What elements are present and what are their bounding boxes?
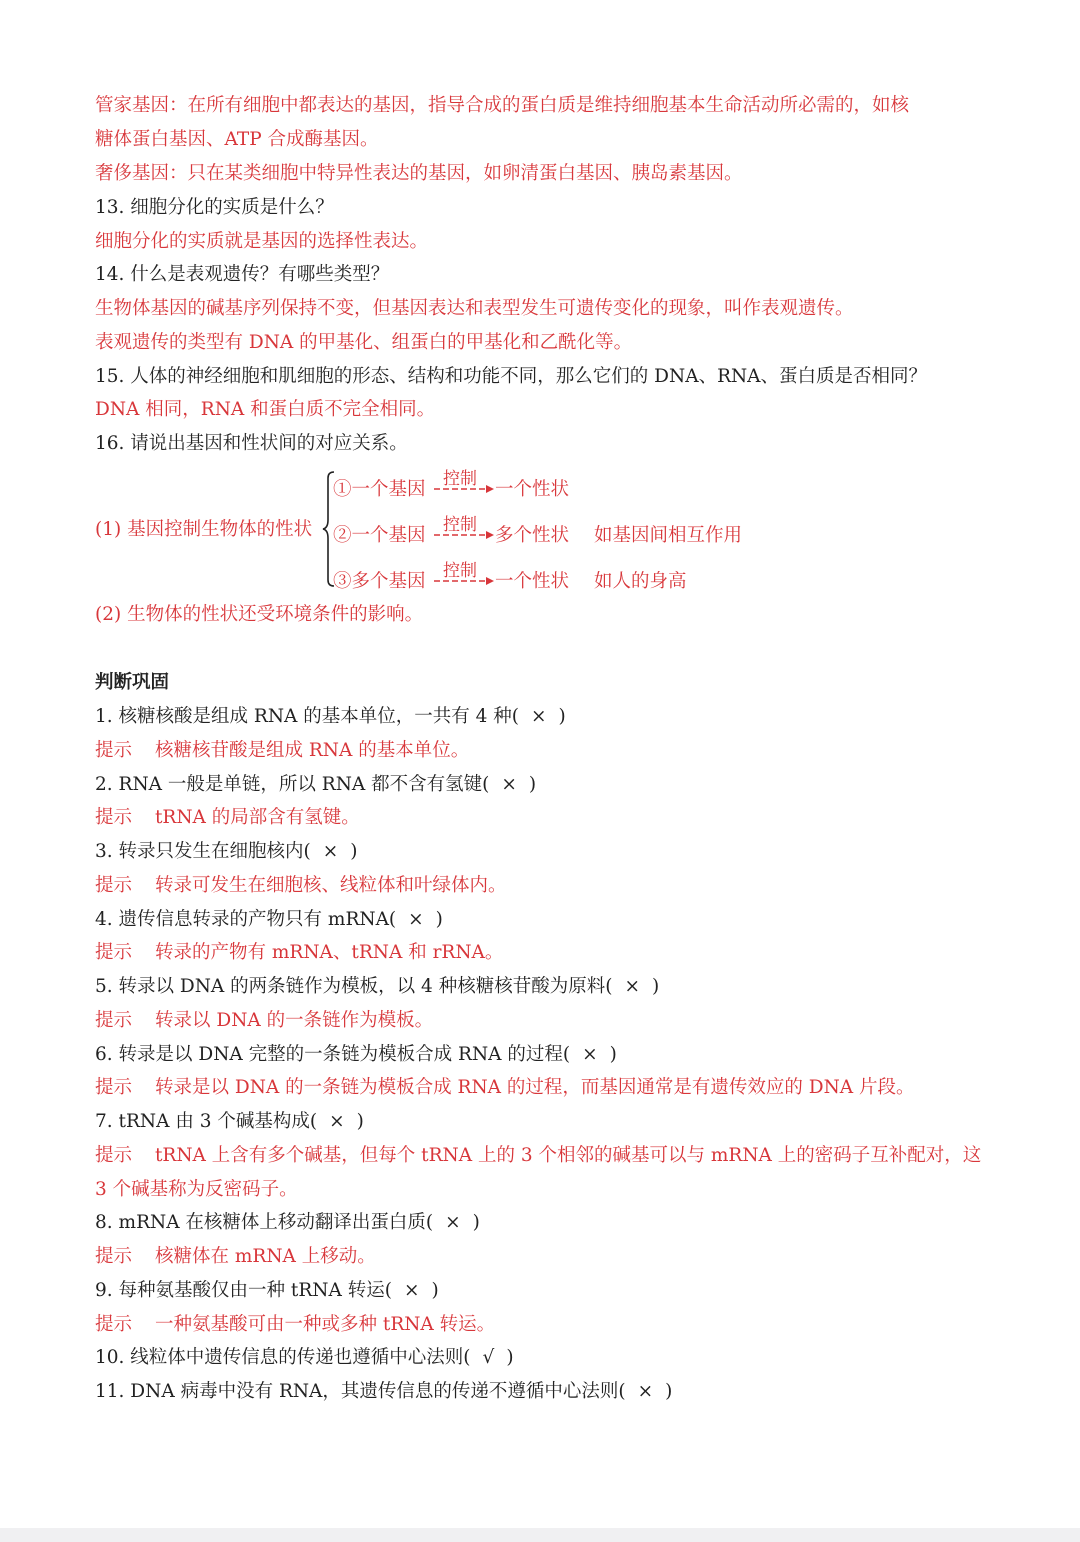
diagram-row2-from: ②一个基因	[333, 525, 426, 546]
tip-label: 提示	[95, 1010, 133, 1031]
diagram-row3-to: 一个性状	[495, 571, 570, 592]
quiz-answer-mark: ×	[624, 976, 640, 997]
quiz-item-1	[95, 704, 566, 730]
quiz-tip-7-continued: 3 个碱基称为反密码子。	[95, 1179, 298, 1200]
answer-housekeeping-gene-1: 管家基因：在所有细胞中都表达的基因，指导合成的蛋白质是维持细胞基本生命活动所必需的，如核	[95, 95, 910, 116]
diagram-footnote: (2) 生物体的性状还受环境条件的影响。	[95, 604, 424, 625]
quiz-answer-mark: ×	[322, 841, 339, 862]
quiz-answer-mark: ×	[329, 1111, 345, 1132]
quiz-tip-8	[95, 1244, 376, 1270]
quiz-close-paren: )	[356, 1111, 364, 1132]
quiz-tip-1	[95, 738, 469, 764]
tip-text: 核糖核苷酸是组成 RNA 的基本单位。	[155, 740, 470, 761]
tip-label: 提示	[95, 1077, 133, 1098]
quiz-title: 判断巩固	[95, 672, 170, 693]
quiz-item-4	[95, 907, 443, 933]
diagram-row1-from: ①一个基因	[333, 479, 426, 500]
arrow-icon	[434, 576, 494, 586]
answer-housekeeping-gene-2: 糖体蛋白基因、ATP 合成酶基因。	[95, 129, 379, 150]
quiz-question-text: 1. 核糖核酸是组成 RNA 的基本单位，一共有 4 种(	[95, 706, 520, 727]
question-15: 15. 人体的神经细胞和肌细胞的形态、结构和功能不同，那么它们的 DNA、RNA、蛋白质是否相同？	[95, 366, 928, 387]
quiz-question-text: 3. 转录只发生在细胞核内(	[95, 841, 311, 862]
quiz-item-7	[95, 1109, 364, 1135]
quiz-item-6	[95, 1042, 617, 1068]
quiz-answer-mark: ×	[445, 1212, 461, 1233]
quiz-item-8	[95, 1210, 480, 1236]
quiz-answer-mark: √	[482, 1347, 495, 1368]
quiz-question-text: 9. 每种氨基酸仅由一种 tRNA 转运(	[95, 1280, 392, 1301]
quiz-question-text: 2. RNA 一般是单链，所以 RNA 都不含有氢键(	[95, 774, 490, 795]
tip-label: 提示	[95, 1145, 133, 1166]
tip-text: 转录的产物有 mRNA、tRNA 和 rRNA。	[155, 942, 504, 963]
quiz-question-text: 11. DNA 病毒中没有 RNA，其遗传信息的传递不遵循中心法则(	[95, 1381, 626, 1402]
quiz-item-2	[95, 772, 536, 798]
quiz-close-paren: )	[431, 1280, 439, 1301]
quiz-answer-mark: ×	[501, 774, 517, 795]
tip-text: tRNA 上含有多个碱基，但每个 tRNA 上的 3 个相邻的碱基可以与 mRNA 上的密码子互补配对，这	[155, 1145, 982, 1166]
quiz-close-paren: )	[609, 1044, 617, 1065]
quiz-tip-4	[95, 940, 503, 966]
answer-luxury-gene: 奢侈基因：只在某类细胞中特异性表达的基因，如卵清蛋白基因、胰岛素基因。	[95, 163, 743, 184]
quiz-close-paren: )	[665, 1381, 673, 1402]
diagram-row1-to: 一个性状	[495, 479, 570, 500]
diagram-row2-note: 如基因间相互作用	[594, 525, 743, 546]
quiz-item-9	[95, 1278, 439, 1304]
quiz-answer-mark: ×	[582, 1044, 598, 1065]
quiz-close-paren: )	[558, 706, 566, 727]
tip-label: 提示	[95, 1246, 133, 1267]
quiz-close-paren: )	[350, 841, 358, 862]
quiz-tip-5	[95, 1008, 433, 1034]
diagram-row1-arrow-label: 控制	[443, 469, 477, 489]
quiz-item-3	[95, 839, 357, 865]
tip-label: 提示	[95, 942, 133, 963]
quiz-close-paren: )	[506, 1347, 514, 1368]
quiz-answer-mark: ×	[531, 706, 547, 727]
quiz-item-11	[95, 1379, 672, 1405]
quiz-question-text: 5. 转录以 DNA 的两条链作为模板，以 4 种核糖核苷酸为原料(	[95, 976, 613, 997]
quiz-close-paren: )	[435, 909, 443, 930]
tip-label: 提示	[95, 1314, 133, 1335]
diagram-row2-to: 多个性状	[495, 525, 570, 546]
quiz-question-text: 10. 线粒体中遗传信息的传递也遵循中心法则(	[95, 1347, 471, 1368]
question-13: 13. 细胞分化的实质是什么？	[95, 197, 334, 218]
tip-label: 提示	[95, 740, 133, 761]
question-16: 16. 请说出基因和性状间的对应关系。	[95, 433, 408, 454]
quiz-question-text: 7. tRNA 由 3 个碱基构成(	[95, 1111, 318, 1132]
tip-label: 提示	[95, 875, 133, 896]
quiz-question-text: 6. 转录是以 DNA 完整的一条链为模板合成 RNA 的过程(	[95, 1044, 571, 1065]
quiz-tip-6	[95, 1075, 915, 1101]
quiz-tip-7	[95, 1143, 981, 1169]
diagram-left-label: (1) 基因控制生物体的性状	[95, 519, 313, 540]
arrow-icon	[434, 484, 494, 494]
diagram-row3-arrow-label: 控制	[443, 561, 477, 581]
diagram-row3-note: 如人的身高	[594, 571, 687, 592]
tip-text: 转录可发生在细胞核、线粒体和叶绿体内。	[155, 875, 507, 896]
answer-14-definition: 生物体基因的碱基序列保持不变，但基因表达和表型发生可遗传变化的现象，叫作表观遗传。	[95, 298, 854, 319]
tip-text: 转录是以 DNA 的一条链为模板合成 RNA 的过程，而基因通常是有遗传效应的 DNA 片段。	[155, 1077, 915, 1098]
quiz-item-5	[95, 974, 659, 1000]
arrow-icon	[434, 530, 494, 540]
quiz-tip-9	[95, 1312, 495, 1338]
quiz-item-10	[95, 1345, 514, 1371]
quiz-tip-2	[95, 805, 360, 831]
quiz-answer-mark: ×	[408, 909, 424, 930]
tip-label: 提示	[95, 807, 133, 828]
quiz-question-text: 8. mRNA 在核糖体上移动翻译出蛋白质(	[95, 1212, 434, 1233]
quiz-answer-mark: ×	[637, 1381, 654, 1402]
tip-text: tRNA 的局部含有氢键。	[155, 807, 360, 828]
answer-15: DNA 相同，RNA 和蛋白质不完全相同。	[95, 399, 436, 420]
answer-13: 细胞分化的实质就是基因的选择性表达。	[95, 231, 429, 252]
quiz-close-paren: )	[651, 976, 660, 997]
question-14: 14. 什么是表观遗传？有哪些类型？	[95, 264, 390, 285]
diagram-row2-arrow-label: 控制	[443, 515, 477, 535]
quiz-tip-3	[95, 873, 507, 899]
tip-text: 一种氨基酸可由一种或多种 tRNA 转运。	[155, 1314, 496, 1335]
quiz-answer-mark: ×	[403, 1280, 420, 1301]
quiz-question-text: 4. 遗传信息转录的产物只有 mRNA(	[95, 909, 397, 930]
quiz-close-paren: )	[528, 774, 537, 795]
tip-text: 转录以 DNA 的一条链作为模板。	[155, 1010, 434, 1031]
answer-14-types: 表观遗传的类型有 DNA 的甲基化、组蛋白的甲基化和乙酰化等。	[95, 332, 633, 353]
tip-text: 核糖体在 mRNA 上移动。	[155, 1246, 376, 1267]
quiz-close-paren: )	[472, 1212, 480, 1233]
diagram-row3-from: ③多个基因	[333, 571, 426, 592]
